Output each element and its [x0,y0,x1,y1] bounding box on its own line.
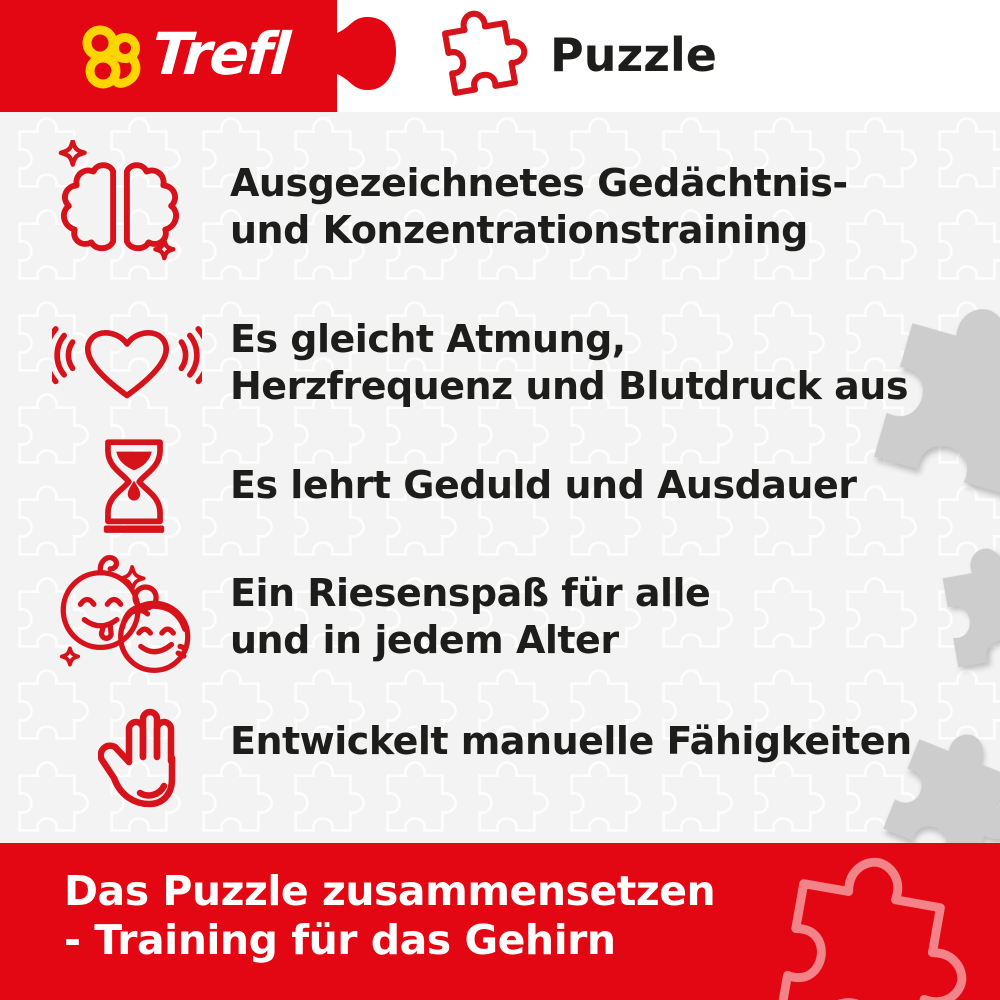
benefit-line: Herzfrequenz und Blutdruck aus [230,364,908,408]
benefit-row [0,300,1000,410]
footer-line: - Training für das Gehirn [64,916,616,964]
benefit-line: Es lehrt Geduld und Ausdauer [230,463,857,507]
benefit-line: Ausgezeichnetes Gedächtnis- [230,161,848,205]
brain-icon [56,140,184,272]
benefit-text [230,140,1000,254]
benefit-row [0,437,1000,509]
benefit-line: und Konzentrationstraining [230,208,808,252]
header [0,0,1000,112]
footer-banner [0,843,1000,1000]
hand-icon [98,698,190,814]
benefit-line: Entwickelt manuelle Fähigkeiten [230,719,912,763]
benefit-row [0,698,1000,765]
product-type-label: Puzzle [550,28,717,82]
benefit-line: und in jedem Alter [230,618,619,662]
main-content [0,112,1000,843]
footer-text [64,867,715,965]
benefit-row [0,548,1000,664]
benefit-row [0,140,1000,254]
hourglass-icon [94,437,174,541]
clover-icon [70,18,150,98]
benefit-text [230,300,1000,410]
benefit-line: Es gleicht Atmung, [230,317,626,361]
benefit-text [230,698,1000,765]
benefit-text [230,548,1000,664]
heart-icon [52,310,202,410]
puzzle-piece-icon [422,0,538,116]
benefit-text [230,437,1000,509]
footer-puzzle-outline-icon [727,843,993,1000]
trefl-logo [70,14,330,98]
brand-name: Trefl [149,20,291,88]
footer-line: Das Puzzle zusammensetzen [64,867,716,915]
benefit-line: Ein Riesenspaß für alle [230,571,711,615]
faces-icon [46,548,204,678]
